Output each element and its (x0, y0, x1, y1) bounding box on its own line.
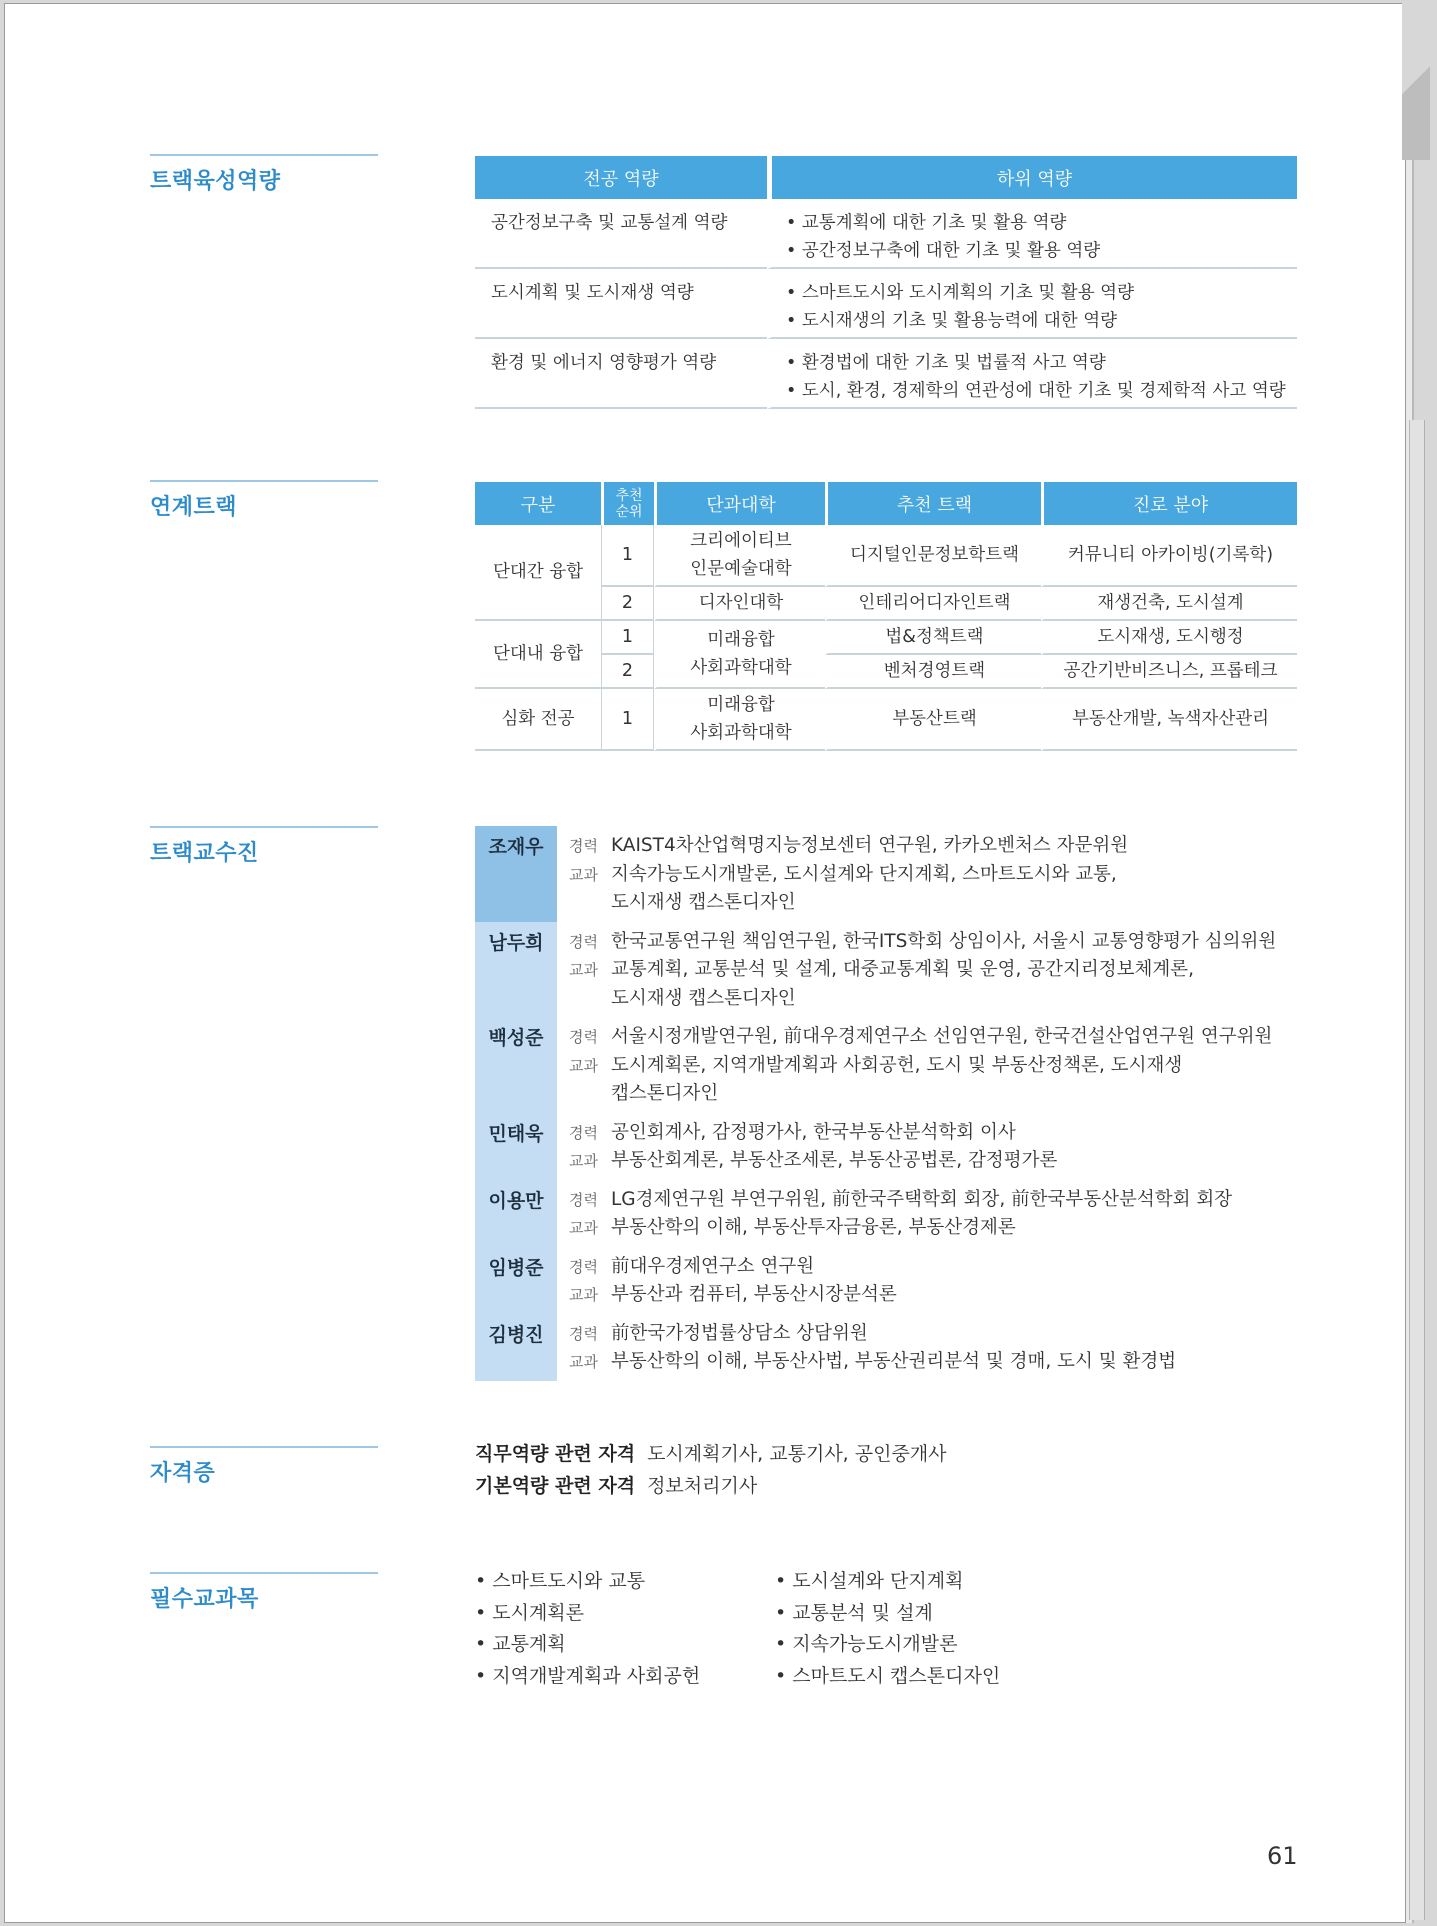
career-tag: 경력 (569, 1190, 598, 1209)
faculty-name: 이용만 (475, 1180, 557, 1247)
career-tag: 경력 (569, 837, 598, 855)
career-cell: 재생건축, 도시설계 (1041, 587, 1297, 621)
course-tag: 교과 (569, 1286, 598, 1304)
sub-competency-list (767, 269, 1297, 339)
section-title-faculty: 트랙교수진 (150, 826, 378, 867)
page-number: 61 (1267, 1842, 1298, 1870)
table-row (475, 621, 1297, 655)
header-career-field: 진로 분야 (1041, 482, 1297, 525)
category-cell: 심화 전공 (475, 689, 601, 751)
faculty-career: 前대우경제연구소 연구원 (611, 1255, 815, 1277)
document-page (4, 3, 1406, 1923)
section-title-linked-track: 연계트랙 (150, 480, 378, 521)
basic-certificate-value: 정보처리기사 (647, 1475, 758, 1497)
header-sub-competency: 하위 역량 (767, 156, 1297, 199)
faculty-career: LG경제연구원 부연구위원, 前한국주택학회 회장, 前한국부동산분석학회 회장 (611, 1188, 1233, 1210)
career-tag: 경력 (569, 1324, 598, 1343)
section-title-required-courses: 필수교과목 (150, 1572, 378, 1613)
major-competency: 환경 및 에너지 영향평가 역량 (475, 339, 767, 409)
career-cell: 커뮤니티 아카이빙(기록학) (1041, 525, 1297, 587)
basic-certificate-label: 기본역량 관련 자격 (475, 1475, 636, 1497)
list-item: • 교통분석 및 설계 (775, 1598, 1075, 1630)
career-tag: 경력 (569, 1257, 598, 1276)
faculty-course: 도시계획론, 지역개발계획과 사회공헌, 도시 및 부동산정책론, 도시재생 캡스톤디자인 (611, 1054, 1183, 1104)
table-row (475, 199, 1297, 269)
table-row (475, 689, 1297, 751)
faculty-member (475, 1247, 1305, 1314)
job-certificate (475, 1438, 947, 1470)
list-item: • 스마트도시 캡스톤디자인 (775, 1661, 1075, 1693)
course-tag: 교과 (569, 1353, 598, 1371)
section-title-competency: 트랙육성역량 (150, 154, 378, 195)
list-item: • 스마트도시와 교통 (475, 1566, 775, 1598)
course-tag: 교과 (569, 1152, 598, 1170)
faculty-name: 백성준 (475, 1017, 557, 1113)
job-certificate-value: 도시계획기사, 교통기사, 공인중개사 (647, 1443, 947, 1465)
career-cell: 도시재생, 도시행정 (1041, 621, 1297, 655)
faculty-course: 교통계획, 교통분석 및 설계, 대중교통계획 및 운영, 공간지리정보체계론, 도시재생 캡스톤디자인 (611, 959, 1194, 1009)
header-rank: 추천 순위 (601, 482, 654, 525)
sub-competency-list (767, 339, 1297, 409)
required-course-list (475, 1566, 1075, 1692)
track-cell: 법&정책트랙 (825, 621, 1041, 655)
track-cell: 인테리어디자인트랙 (825, 587, 1041, 621)
college-cell: 크리에이티브 인문예술대학 (654, 525, 825, 587)
faculty-member (475, 1314, 1305, 1381)
page-curl (1402, 0, 1430, 160)
faculty-career: 한국교통연구원 책임연구원, 한국ITS학회 상임이사, 서울시 교통영향평가 심의위원 (611, 930, 1277, 952)
major-competency: 도시계획 및 도시재생 역량 (475, 269, 767, 339)
faculty-course: 부동산과 컴퓨터, 부동산시장분석론 (611, 1284, 897, 1305)
faculty-list (475, 826, 1305, 1381)
faculty-name: 남두희 (475, 922, 557, 1018)
course-tag: 교과 (569, 961, 598, 979)
rank-cell: 1 (601, 689, 654, 751)
basic-certificate (475, 1470, 947, 1502)
category-cell: 단대내 융합 (475, 621, 601, 689)
list-item: • 지역개발계획과 사회공헌 (475, 1661, 775, 1693)
linked-track-table (475, 482, 1297, 751)
list-item: • 교통계획 (475, 1629, 775, 1661)
page-stack-edge (1409, 420, 1425, 1920)
sub-competency-list (767, 199, 1297, 269)
rank-cell: 2 (601, 655, 654, 689)
track-cell: 부동산트랙 (825, 689, 1041, 751)
major-competency: 공간정보구축 및 교통설계 역량 (475, 199, 767, 269)
list-item: • 지속가능도시개발론 (775, 1629, 1075, 1661)
career-cell: 공간기반비즈니스, 프롭테크 (1041, 655, 1297, 689)
faculty-course: 부동산학의 이해, 부동산사법, 부동산권리분석 및 경매, 도시 및 환경법 (611, 1351, 1177, 1372)
header-recommended-track: 추천 트랙 (825, 482, 1041, 525)
track-cell: 벤처경영트랙 (825, 655, 1041, 689)
faculty-career: 前한국가정법률상담소 상담위원 (611, 1322, 868, 1344)
header-college: 단과대학 (654, 482, 825, 525)
rank-cell: 1 (601, 621, 654, 655)
college-cell: 미래융합 사회과학대학 (654, 689, 825, 751)
list-item: • 도시계획론 (475, 1598, 775, 1630)
sub-competency: • 스마트도시와 도시계획의 기초 및 활용 역량 (786, 279, 1297, 307)
faculty-career: KAIST4차산업혁명지능정보센터 연구원, 카카오벤처스 자문위원 (611, 835, 1129, 856)
sub-competency: • 환경법에 대한 기초 및 법률적 사고 역량 (786, 349, 1297, 377)
faculty-name: 김병진 (475, 1314, 557, 1381)
table-row (475, 269, 1297, 339)
table-row (475, 339, 1297, 409)
category-cell: 단대간 융합 (475, 525, 601, 621)
faculty-name: 민태욱 (475, 1113, 557, 1180)
sub-competency: • 도시, 환경, 경제학의 연관성에 대한 기초 및 경제학적 사고 역량 (786, 377, 1297, 405)
faculty-member (475, 1113, 1305, 1180)
table-row (475, 525, 1297, 587)
faculty-course: 지속가능도시개발론, 도시설계와 단지계획, 스마트도시와 교통, 도시재생 캡스톤디자인 (611, 863, 1117, 913)
job-certificate-label: 직무역량 관련 자격 (475, 1443, 636, 1465)
faculty-career: 서울시정개발연구원, 前대우경제연구소 선임연구원, 한국건설산업연구원 연구위원 (611, 1026, 1273, 1047)
course-tag: 교과 (569, 1219, 598, 1237)
faculty-course: 부동산학의 이해, 부동산투자금융론, 부동산경제론 (611, 1217, 1016, 1238)
course-tag: 교과 (569, 865, 598, 884)
rank-cell: 2 (601, 587, 654, 621)
faculty-name: 임병준 (475, 1247, 557, 1314)
faculty-name: 조재우 (475, 826, 557, 922)
career-cell: 부동산개발, 녹색자산관리 (1041, 689, 1297, 751)
section-title-certificate: 자격증 (150, 1446, 378, 1487)
faculty-member (475, 1017, 1305, 1113)
certificate-list (475, 1438, 947, 1502)
course-tag: 교과 (569, 1056, 598, 1075)
career-tag: 경력 (569, 932, 598, 951)
faculty-member (475, 922, 1305, 1018)
sub-competency: • 공간정보구축에 대한 기초 및 활용 역량 (786, 237, 1297, 265)
track-cell: 디지털인문정보학트랙 (825, 525, 1041, 587)
faculty-career: 공인회계사, 감정평가사, 한국부동산분석학회 이사 (611, 1121, 1016, 1143)
faculty-member (475, 826, 1305, 922)
career-tag: 경력 (569, 1123, 598, 1142)
list-item: • 도시설계와 단지계획 (775, 1566, 1075, 1598)
faculty-member (475, 1180, 1305, 1247)
sub-competency: • 교통계획에 대한 기초 및 활용 역량 (786, 209, 1297, 237)
header-major-competency: 전공 역량 (475, 156, 767, 199)
college-cell: 디자인대학 (654, 587, 825, 621)
college-cell: 미래융합 사회과학대학 (654, 621, 825, 689)
competency-table (475, 156, 1297, 409)
faculty-course: 부동산회계론, 부동산조세론, 부동산공법론, 감정평가론 (611, 1150, 1058, 1171)
header-category: 구분 (475, 482, 601, 525)
rank-cell: 1 (601, 525, 654, 587)
career-tag: 경력 (569, 1028, 598, 1046)
sub-competency: • 도시재생의 기초 및 활용능력에 대한 역량 (786, 307, 1297, 335)
